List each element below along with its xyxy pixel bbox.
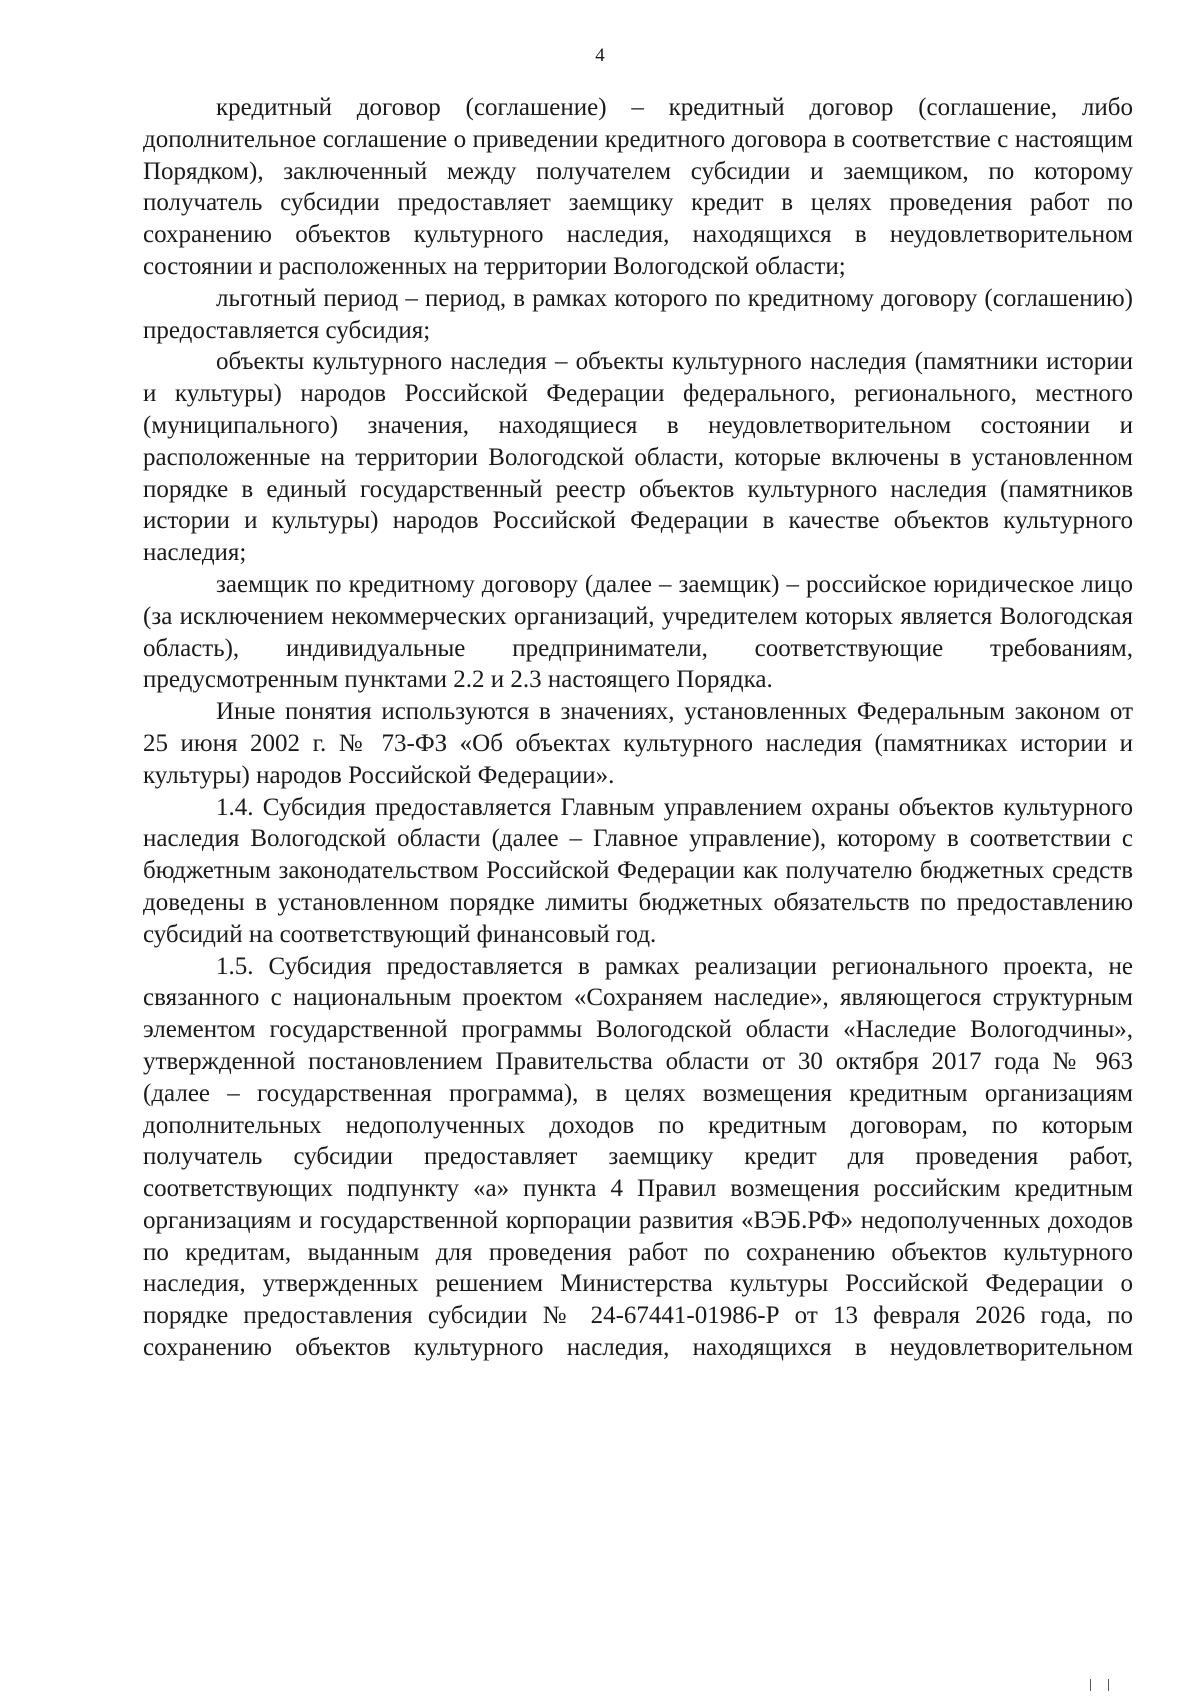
definition-grace-period: льготный период – период, в рамках которого по кредитному договору (соглашению) предоставляется субсидия; [143, 284, 1133, 344]
other-terms-paragraph: Иные понятия используются в значениях, установленных Федеральным законом от 25 июня 2002 г. № 73-ФЗ «Об объектах культурного наследия (памятниках истории и культуры) народов Российской Федерации». [143, 698, 1133, 789]
document-body [143, 92, 1133, 1364]
definition-credit-agreement: кредитный договор (соглашение) – кредитный договор (соглашение, либо дополнительное соглашение о приведении кредитного договора в соответствие с настоящим Порядком), заключенный между получателем субсидии и заемщиком, по которому получатель субсидии предоставляет заемщику кредит в целях проведения работ по сохранению объектов культурного наследия, находящихся в неудовлетворительном состоянии и расположенных на территории Вологодской области; [143, 94, 1133, 280]
definition-borrower: заемщик по кредитному договору (далее – заемщик) – российское юридическое лицо (за исключением некоммерческих организаций, учредителем которых является Вологодская область), индивидуальные предприниматели, соответствующие требованиям, предусмотренным пунктами 2.2 и 2.3 настоящего Порядка. [143, 570, 1133, 694]
clause-1-4: 1.4. Субсидия предоставляется Главным управлением охраны объектов культурного наследия Вологодской области (далее – Главное управление), которому в соответствии с бюджетным законодательством Российской Федерации как получателю бюджетных средств доведены в установленном порядке лимиты бюджетных обязательств по предоставлению субсидий на соответствующий финансовый год. [143, 793, 1133, 948]
page-number: 4 [595, 45, 605, 66]
definition-cultural-heritage-objects: объекты культурного наследия – объекты культурного наследия (памятники истории и культуры) народов Российской Федерации федерального, регионального, местного (муниципального) значения, находящиеся в неудовлетворительном состоянии и расположенные на территории Вологодской области, которые включены в установленном порядке в единый государственный реестр объектов культурного наследия (памятников истории и культуры) народов Российской Федерации в качестве объектов культурного наследия; [143, 348, 1133, 567]
clause-1-5: 1.5. Субсидия предоставляется в рамках реализации регионального проекта, не связанного с национальным проектом «Сохраняем наследие», являющегося структурным элементом государственной программы Вологодской области «Наследие Вологодчины», утвержденной постановлением Правительства области от 30 октября 2017 года № 963 (далее – государственная программа), в целях возмещения кредитным организациям дополнительных недополученных доходов по кредитным договорам, по которым получатель субсидии предоставляет заемщику кредит для проведения работ, соответствующих подпункту «а» пункта 4 Правил возмещения российским кредитным организациям и государственной корпорации развития «ВЭБ.РФ» недополученных доходов по кредитам, выданным для проведения работ по сохранению объектов культурного наследия, утвержденных решением Министерства культуры Российской Федерации о порядке предоставления субсидии № 24-67441-01986-Р от 13 февраля 2026 года, по сохранению объектов культурного наследия, находящихся в неудовлетворительном [143, 952, 1133, 1362]
scan-edge-marks [1086, 1677, 1112, 1691]
